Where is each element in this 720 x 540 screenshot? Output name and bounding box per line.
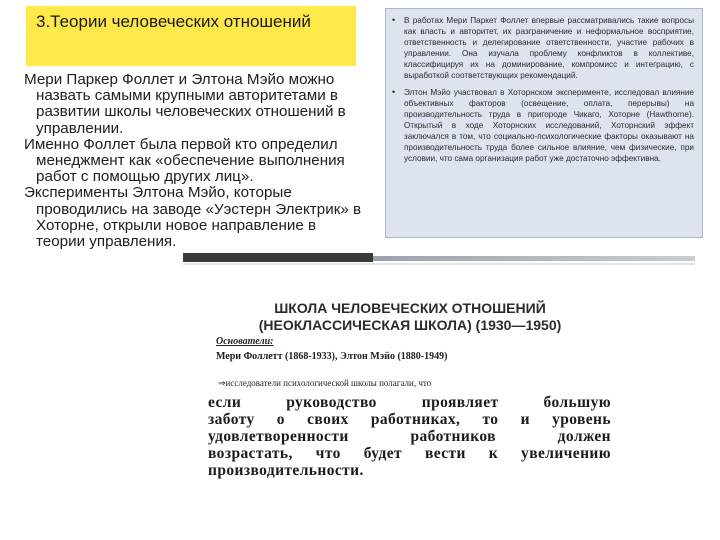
paragraph-line: проводились на заводе «Уэстерн Электрик» в xyxy=(36,200,362,218)
paragraph-line: назвать самыми крупными авторитетами в xyxy=(36,87,338,105)
paragraph-line: Хоторне, открыли новое направление в xyxy=(36,216,317,234)
conclusion-text xyxy=(208,394,611,479)
left-slide-title: 3.Теории человеческих отношений xyxy=(36,12,311,31)
conclusion-line: производительности. xyxy=(208,462,364,479)
bullet-item-follett xyxy=(392,15,694,81)
left-slide-title-bar xyxy=(26,6,356,66)
right-info-box xyxy=(385,8,703,238)
paragraph-line: теории управления. xyxy=(36,233,177,251)
divider-dark xyxy=(183,253,373,262)
left-slide-body xyxy=(24,72,369,250)
founders-names: Мери Фоллетт (1868-1933), Элтон Мэйо (1880-1949) xyxy=(216,351,448,362)
paragraph-line: Именно Фоллет была первой кто определил xyxy=(24,135,338,153)
paragraph-line: Мери Паркер Фоллет и Элтона Мэйо можно xyxy=(24,71,335,88)
bullet-item-mayo xyxy=(392,87,694,164)
paragraph-line: менеджмент как «обеспечение выполнения xyxy=(36,152,345,170)
conclusion-line: если руководство проявляет большую xyxy=(208,394,611,411)
bullet-icon: • xyxy=(392,15,396,25)
researchers-statement: ⇒исследователи психологической школы полагали, что xyxy=(218,378,432,388)
divider-shadow xyxy=(183,263,695,265)
founders-label: Основатели: xyxy=(216,336,274,347)
conclusion-line: удовлетворенности работников должен xyxy=(208,428,611,445)
school-title-line1: ШКОЛА ЧЕЛОВЕЧЕСКИХ ОТНОШЕНИЙ xyxy=(274,300,546,316)
paragraph-line: управлении. xyxy=(36,119,124,137)
paragraph-follett-mayo xyxy=(24,72,369,137)
bullet-text: В работах Мери Паркет Фоллет впервые рассматривались такие вопросы как власть и авторитет, их разграничение и неформальное восприятие, ответственность и делегирование ответственности, участие рабочих в управлении. Она изучала проблему конфликтов в коллективе, классифицируя их на доминирование, компромисс и интеграцию, с выработкой соответствующих рекомендаций. xyxy=(404,16,694,80)
paragraph-follett-definition xyxy=(24,137,369,186)
school-title xyxy=(200,300,620,334)
bullet-text: Элтон Мэйо участвовал в Хоторнском эксперименте, исследовал влияние объективных факторов (освещение, оплата, перерывы) на производительность труда в пригороде Чикаго, Хоторне (Hawthorne). Открытый в ходе Хоторнских исследований, Хоторнский эффект заключался в том, что социально-психологические факторы оказывают на производительность труда более сильное влияние, чем физические, при условии, что сама организация работ уже достаточно эффективна. xyxy=(404,88,694,163)
bullet-icon: • xyxy=(392,87,396,97)
divider-light xyxy=(373,256,695,261)
conclusion-line: заботу о своих работниках, то и уровень xyxy=(208,411,611,428)
school-title-line2: (НЕОКЛАССИЧЕСКАЯ ШКОЛА) (1930—1950) xyxy=(258,317,562,333)
paragraph-line: работ с помощью других лиц». xyxy=(36,168,254,186)
paragraph-mayo-experiments xyxy=(24,185,369,250)
conclusion-line: возрастать, что будет вести к увеличению xyxy=(208,445,611,462)
paragraph-line: Эксперименты Элтона Мэйо, которые xyxy=(24,184,292,202)
paragraph-line: развитии школы человеческих отношений в xyxy=(36,103,346,121)
